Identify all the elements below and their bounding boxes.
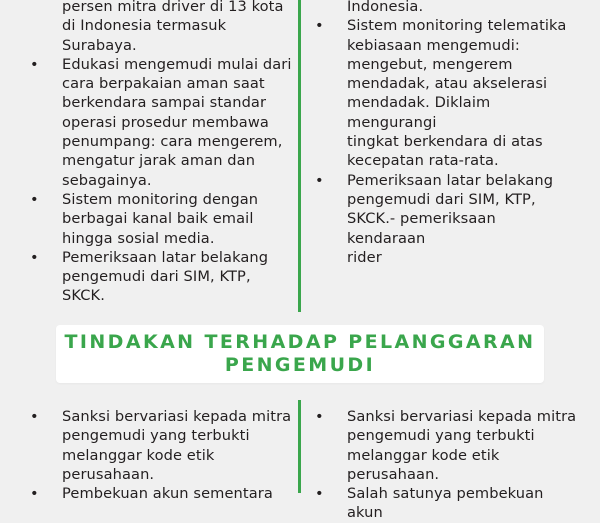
text-line: persen mitra driver di 13 kota <box>62 0 284 15</box>
text-line: SKCK. <box>62 287 105 305</box>
column-divider-bottom <box>298 400 301 493</box>
text-line: perusahaan. <box>62 465 155 483</box>
list-item <box>30 407 292 484</box>
text-line: Pemeriksaan latar belakang <box>62 248 269 266</box>
column-divider-top <box>298 0 301 312</box>
bullet-icon: • <box>315 171 324 189</box>
text-line: kebiasaan mengemudi: <box>347 36 520 54</box>
text-line: hingga sosial media. <box>62 229 215 247</box>
list-item <box>315 407 577 484</box>
bullet-icon: • <box>315 485 324 503</box>
section-heading-line: TINDAKAN TERHADAP PELANGGARAN <box>64 331 536 353</box>
bullet-icon: • <box>30 248 39 266</box>
bullet-list <box>30 407 292 503</box>
text-line: sebagainya. <box>62 171 152 189</box>
text-line: kecepatan rata-rata. <box>347 152 499 170</box>
bullet-icon: • <box>315 17 324 35</box>
text-line: Sistem monitoring telematika <box>347 17 567 35</box>
text-line: pengemudi dari SIM, KTP, <box>62 268 251 286</box>
bullet-icon: • <box>30 485 39 503</box>
list-item <box>315 16 577 170</box>
text-line: berkendara sampai standar <box>62 94 267 112</box>
section-heading <box>56 331 544 377</box>
text-line: operasi prosedur membawa <box>62 113 269 131</box>
bullet-list <box>315 16 577 267</box>
bullet-icon: • <box>30 55 39 73</box>
text-line: mendadak. Diklaim mengurangi <box>347 94 491 131</box>
list-item <box>30 190 292 248</box>
text-line: perusahaan. <box>347 465 440 483</box>
text-line: melanggar kode etik <box>347 446 500 464</box>
text-line: berbagai kanal baik email <box>62 210 254 228</box>
bullet-list <box>315 407 577 523</box>
list-item <box>30 484 292 503</box>
list-item <box>315 171 577 267</box>
text-line: di Indonesia termasuk <box>62 17 227 35</box>
text-line: Edukasi mengemudi mulai dari <box>62 55 292 73</box>
bullet-icon: • <box>30 408 39 425</box>
text-line: mendadak, atau akselerasi <box>347 75 548 93</box>
text-line: Surabaya. <box>62 36 137 54</box>
list-item <box>30 55 292 190</box>
text-line: rider <box>347 248 382 266</box>
bullet-icon: • <box>30 190 39 208</box>
continuation-text <box>30 0 292 55</box>
text-line: SKCK.- pemeriksaan kendaraan <box>347 210 496 247</box>
text-line: pengemudi dari SIM, KTP, <box>347 190 536 208</box>
text-line: cara berpakaian aman saat <box>62 75 265 93</box>
text-line: penumpang: cara mengerem, <box>62 133 283 151</box>
text-line: Salah satunya pembekuan akun <box>347 485 544 522</box>
text-line: Sanksi bervariasi kepada mitra <box>62 408 292 425</box>
text-line: melanggar kode etik <box>62 446 215 464</box>
text-line: tingkat berkendara di atas <box>347 133 543 151</box>
text-line: Sanksi bervariasi kepada mitra <box>347 408 577 425</box>
bullet-list <box>30 55 292 306</box>
bottom-right-column <box>315 407 577 523</box>
text-line: Indonesia. <box>347 0 424 15</box>
text-line: Pembekuan akun sementara <box>62 485 273 503</box>
text-line: Pemeriksaan latar belakang <box>347 171 554 189</box>
top-left-column <box>30 0 292 306</box>
text-line: pengemudi yang terbukti <box>347 427 535 445</box>
text-line: pengemudi yang terbukti <box>62 427 250 445</box>
list-item <box>30 248 292 306</box>
list-item <box>315 484 577 523</box>
continuation-text <box>315 0 577 16</box>
section-heading-line: PENGEMUDI <box>224 354 376 376</box>
bullet-icon: • <box>315 408 324 425</box>
text-line: mengebut, mengerem <box>347 55 513 73</box>
text-line: Sistem monitoring dengan <box>62 190 259 208</box>
text-line: mengatur jarak aman dan <box>62 152 256 170</box>
bottom-left-column <box>30 407 292 503</box>
top-right-column <box>315 0 577 267</box>
